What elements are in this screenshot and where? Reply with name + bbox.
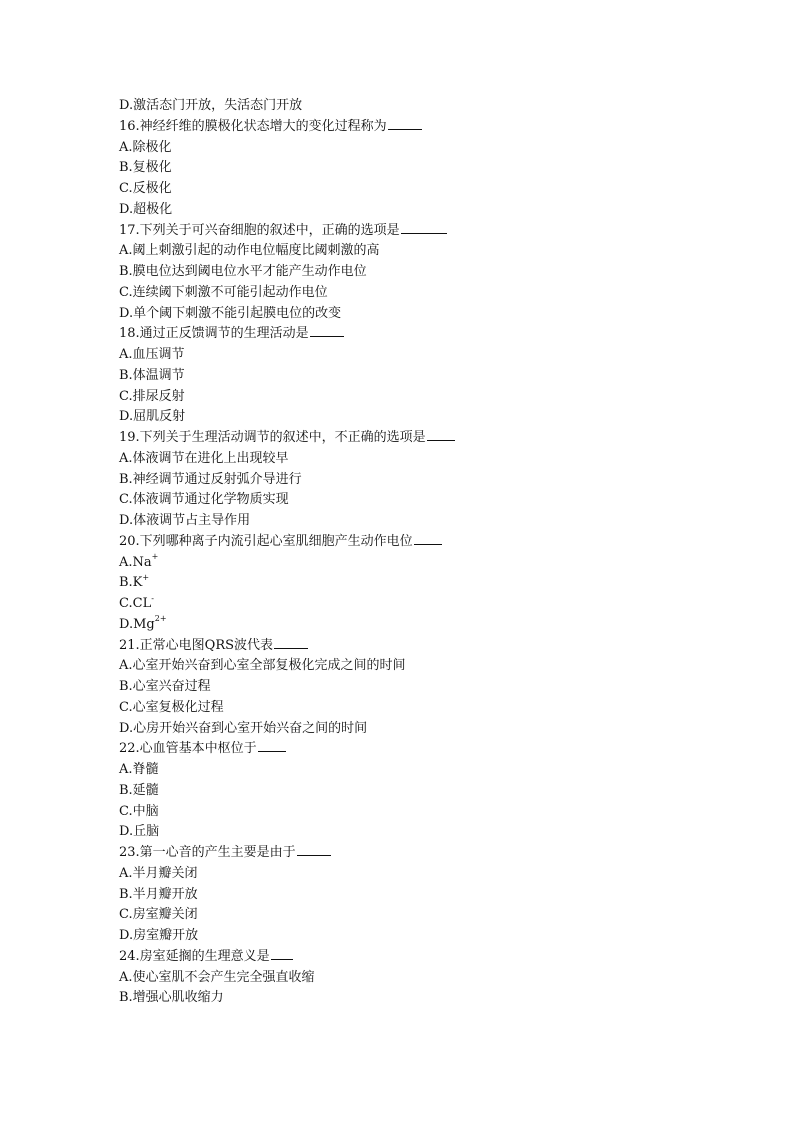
line-text: B.体温调节 [119, 367, 185, 383]
line-text: B.神经调节通过反射弧介导进行 [119, 471, 302, 487]
line-text: B.K [119, 575, 143, 591]
answer-blank [427, 428, 455, 441]
question-stem [119, 117, 699, 138]
line-text: D.房室瓣开放 [119, 928, 199, 943]
answer-option [119, 905, 699, 926]
answer-option [119, 677, 699, 698]
line-text: 19.下列关于生理活动调节的叙述中，不正确的选项是 [119, 430, 426, 445]
line-text: 20.下列哪种离子内流引起心室肌细胞产生动作电位 [119, 533, 413, 549]
line-text: B.心室兴奋过程 [119, 679, 211, 694]
line-text: 17.下列关于可兴奋细胞的叙述中，正确的选项是 [119, 222, 400, 238]
line-text: C.反极化 [119, 181, 172, 196]
line-text: A.心室开始兴奋到心室全部复极化完成之间的时间 [119, 658, 406, 674]
line-text: B.增强心肌收缩力 [119, 990, 224, 1006]
line-text: D.心房开始兴奋到心室开始兴奋之间的时间 [119, 720, 368, 736]
answer-blank [414, 532, 442, 545]
answer-option [119, 283, 699, 304]
answer-blank [274, 636, 308, 649]
answer-blank [310, 324, 344, 337]
line-text: C.中脑 [119, 803, 159, 819]
answer-option [119, 241, 699, 262]
answer-option [119, 96, 699, 117]
answer-blank [388, 117, 422, 130]
question-stem [119, 636, 699, 657]
answer-option [119, 656, 699, 677]
answer-option [119, 553, 699, 574]
line-text: B.复极化 [119, 160, 172, 176]
line-text: A.脊髓 [119, 762, 159, 777]
answer-blank [258, 739, 286, 752]
answer-option [119, 387, 699, 408]
answer-option [119, 885, 699, 906]
line-text: D.丘脑 [119, 824, 160, 840]
answer-option [119, 802, 699, 823]
question-list [119, 96, 699, 1009]
line-text: C.房室瓣关闭 [119, 907, 198, 923]
line-text: A.除极化 [119, 139, 172, 155]
question-stem [119, 947, 699, 968]
line-text: A.Na [119, 554, 152, 570]
answer-blank [297, 843, 331, 856]
question-stem [119, 739, 699, 760]
answer-option [119, 470, 699, 491]
answer-option [119, 719, 699, 740]
answer-option [119, 594, 699, 615]
answer-option [119, 490, 699, 511]
line-text: B.延髓 [119, 782, 159, 798]
question-stem [119, 221, 699, 242]
answer-blank [401, 221, 447, 234]
line-text: 18.通过正反馈调节的生理活动是 [119, 326, 309, 342]
answer-option [119, 179, 699, 200]
answer-option [119, 864, 699, 885]
ion-charge-superscript: - [151, 593, 154, 603]
line-text: 16.神经纤维的膜极化状态增大的变化过程称为 [119, 118, 387, 134]
line-text: A.阈上刺激引起的动作电位幅度比阈刺激的高 [119, 243, 380, 259]
answer-option [119, 698, 699, 719]
answer-option [119, 200, 699, 221]
line-text: D.激活态门开放，失活态门开放 [119, 98, 303, 113]
line-text: A.使心室肌不会产生完全强直收缩 [119, 969, 315, 985]
ion-charge-superscript: 2+ [154, 614, 167, 624]
answer-option [119, 615, 699, 636]
answer-blank [271, 947, 293, 960]
line-text: B.膜电位达到阈电位水平才能产生动作电位 [119, 264, 367, 279]
line-text: D.Mg [119, 616, 155, 632]
line-text: D.体液调节占主导作用 [119, 513, 251, 528]
line-text: D.超极化 [119, 201, 173, 217]
line-text: C.心室复极化过程 [119, 699, 224, 715]
line-text: 22.心血管基本中枢位于 [119, 741, 257, 757]
line-text: 23.第一心音的产生主要是由于 [119, 845, 296, 860]
answer-option [119, 573, 699, 594]
line-text: B.半月瓣开放 [119, 886, 198, 902]
line-text: 24.房室延搁的生理意义是 [119, 948, 270, 964]
line-text: C.体液调节通过化学物质实现 [119, 492, 289, 508]
line-text: A.半月瓣关闭 [119, 865, 198, 881]
answer-option [119, 158, 699, 179]
line-text: D.单个阈下刺激不能引起膜电位的改变 [119, 305, 342, 321]
answer-option [119, 781, 699, 802]
answer-option [119, 988, 699, 1009]
answer-option [119, 262, 699, 283]
line-text: C.CL [119, 596, 152, 611]
answer-option [119, 138, 699, 159]
line-text: D.屈肌反射 [119, 409, 186, 425]
answer-option [119, 366, 699, 387]
answer-option [119, 304, 699, 325]
ion-charge-superscript: + [142, 572, 150, 582]
question-stem [119, 324, 699, 345]
line-text: A.血压调节 [119, 347, 185, 362]
answer-option [119, 760, 699, 781]
line-text: A.体液调节在进化上出现较早 [119, 450, 289, 466]
ion-charge-superscript: + [151, 552, 159, 562]
answer-option [119, 511, 699, 532]
answer-option [119, 449, 699, 470]
line-text: C.连续阈下刺激不可能引起动作电位 [119, 284, 328, 300]
question-stem [119, 428, 699, 449]
answer-option [119, 345, 699, 366]
answer-option [119, 926, 699, 947]
answer-option [119, 407, 699, 428]
line-text: 21.正常心电图QRS波代表 [119, 637, 274, 653]
answer-option [119, 822, 699, 843]
question-stem [119, 843, 699, 864]
line-text: C.排尿反射 [119, 388, 185, 404]
question-stem [119, 532, 699, 553]
answer-option [119, 968, 699, 989]
